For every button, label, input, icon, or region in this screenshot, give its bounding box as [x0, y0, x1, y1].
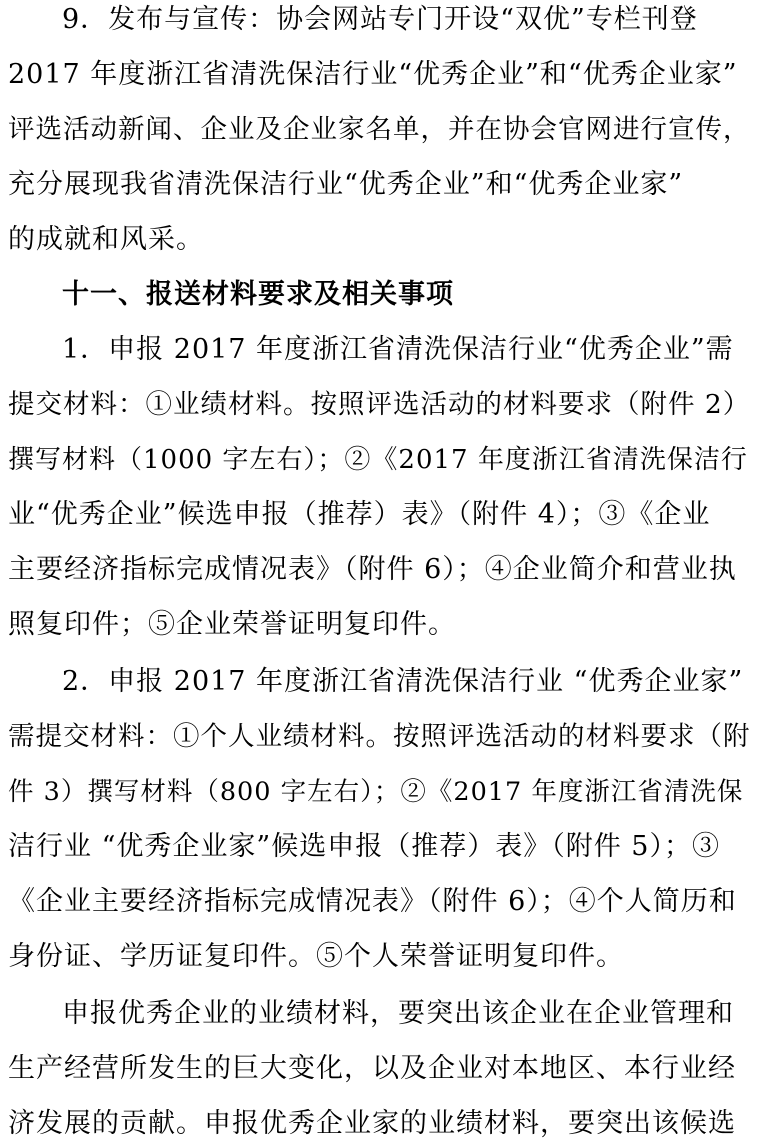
- item-1-line-5: 主要经济指标完成情况表》（附件 6）；④企业简介和营业执: [8, 554, 737, 585]
- item-2-line-5: 《企业主要经济指标完成情况表》（附件 6）；④个人简历和: [8, 886, 737, 917]
- item-2-line-1: 2．申报 2017 年度浙江省清洗保洁行业 “优秀企业家”: [62, 666, 744, 697]
- item-1-line-3: 撰写材料（1000 字左右）；②《2017 年度浙江省清洗保洁行: [8, 445, 748, 475]
- item-1-line-6: 照复印件；⑤企业荣誉证明复印件。: [8, 609, 456, 640]
- section-heading: 十一、报送材料要求及相关事项: [62, 279, 454, 310]
- closing-paragraph-line-3: 济发展的贡献。申报优秀企业家的业绩材料，要突出该候选: [8, 1108, 736, 1139]
- paragraph-9-line-3: 评选活动新闻、企业及企业家名单，并在协会官网进行宣传，: [8, 114, 751, 145]
- paragraph-9-line-5: 的成就和风采。: [8, 224, 204, 255]
- closing-paragraph-line-1: 申报优秀企业的业绩材料，要突出该企业在企业管理和: [62, 998, 734, 1029]
- paragraph-9-line-2: 2017 年度浙江省清洗保洁行业“优秀企业”和“优秀企业家”: [8, 59, 738, 90]
- item-2-line-4: 洁行业 “优秀企业家”候选申报（推荐）表》（附件 5）；③: [8, 831, 720, 862]
- item-1-line-1: 1．申报 2017 年度浙江省清洗保洁行业“优秀企业”需: [62, 334, 734, 365]
- item-1-line-4: 业“优秀企业”候选申报（推荐）表》（附件 4）；③《企业: [8, 499, 711, 530]
- paragraph-9-line-1: 9．发布与宣传：协会网站专门开设“双优”专栏刊登: [62, 4, 698, 35]
- closing-paragraph-line-2: 生产经营所发生的巨大变化，以及企业对本地区、本行业经: [8, 1053, 736, 1084]
- item-1-line-2: 提交材料：①业绩材料。按照评选活动的材料要求（附件 2）: [8, 389, 751, 420]
- item-2-line-2: 需提交材料：①个人业绩材料。按照评选活动的材料要求（附: [8, 721, 751, 752]
- paragraph-9-line-4: 充分展现我省清洗保洁行业“优秀企业”和“优秀企业家”: [8, 169, 684, 200]
- item-2-line-3: 件 3）撰写材料（800 字左右）；②《2017 年度浙江省清洗保: [8, 777, 744, 807]
- item-2-line-6: 身份证、学历证复印件。⑤个人荣誉证明复印件。: [8, 941, 624, 972]
